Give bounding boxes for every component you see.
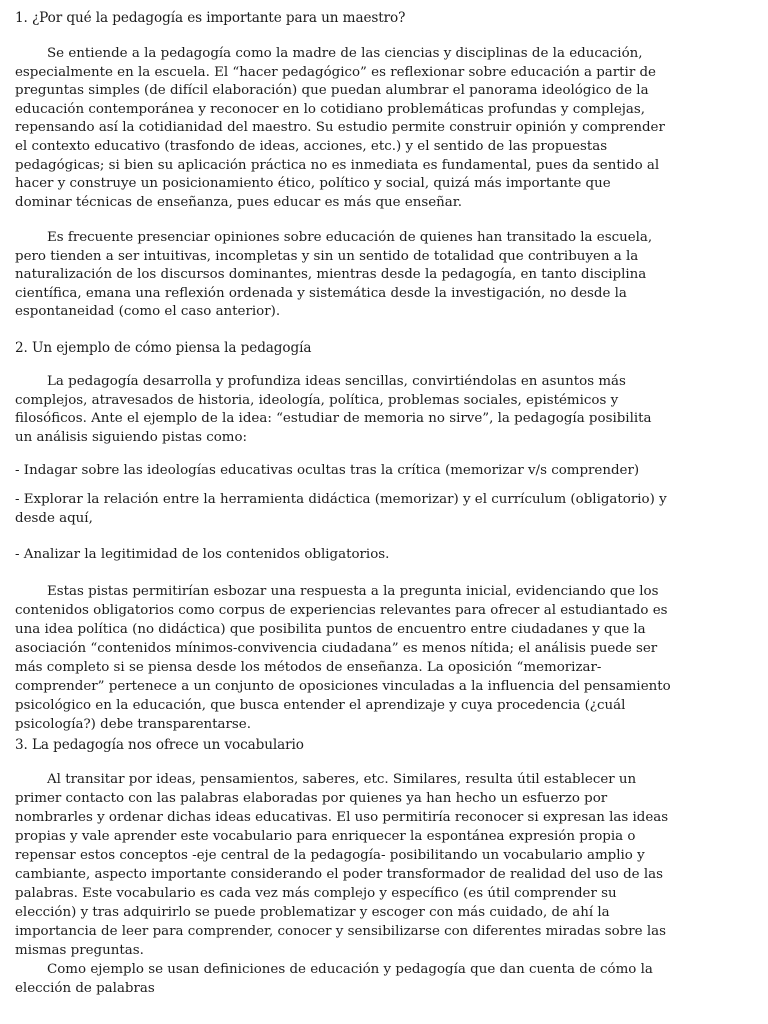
section-2-bullet-3: - Analizar la legitimidad de los contenidos obligatorios. [15,547,390,562]
section-3-paragraph-2: Como ejemplo se usan definiciones de educación y pedagogía que dan cuenta de cómo la elección de palabras [15,962,653,996]
section-2-heading: 2. Un ejemplo de cómo piensa la pedagogía [15,340,312,356]
section-1-paragraph-2: Es frecuente presenciar opiniones sobre educación de quienes han transitado la escuela, pero tienden a ser intuitivas, incompletas y sin un sentido de totalidad que contribuyen a la naturalización de los discursos dominantes, mientras desde la pedagogía, en tanto disciplina científica, emana una reflexión ordenada y sistemática desde la investigación, no desde la espontaneidad (como el caso anterior). [15,230,653,320]
section-1-heading: 1. ¿Por qué la pedagogía es importante para un maestro? [15,10,406,26]
section-1-paragraph-1: Se entiende a la pedagogía como la madre de las ciencias y disciplinas de la educación, especialmente en la escuela. El “hacer pedagógico” es reflexionar sobre educación a partir de preguntas simples (de difícil elaboración) que puedan alumbrar el panorama ideológico de la educación contemporánea y reconocer en lo cotidiano problemáticas profundas y complejas, repensando así la cotidianidad del maestro. Su estudio permite construir opinión y comprender el contexto educativo (trasfondo de ideas, acciones, etc.) y el sentido de las propuestas pedagógicas; si bien su aplicación práctica no es inmediata es fundamental, pues da sentido al hacer y construye un posicionamiento ético, político y social, quizá más importante que dominar técnicas de enseñanza, pues educar es más que enseñar. [15,46,665,210]
section-2-closing: Estas pistas permitirían esbozar una respuesta a la pregunta inicial, evidenciando que los contenidos obligatorios como corpus de experiencias relevantes para ofrecer al estudiantado es una idea política (no didáctica) que posibilita puntos de encuentro entre ciudadanes y que la asociación “contenidos mínimos-convivencia ciudadana” es menos nítida; el análisis puede ser más completo si se piensa desde los métodos de enseñanza. La oposición “memorizar-comprender” pertenece a un conjunto de oposiciones vinculadas a la influencia del pensamiento psicológico en la educación, que busca entender el aprendizaje y cuya procedencia (¿cuál psicología?) debe transparentarse. [15,584,671,732]
section-2-bullet-2: - Explorar la relación entre la herramienta didáctica (memorizar) y el currículum (obligatorio) y desde aquí, [15,492,667,526]
section-2-bullet-1: - Indagar sobre las ideologías educativas ocultas tras la crítica (memorizar v/s comprender) [15,463,640,478]
section-2-intro: La pedagogía desarrolla y profundiza ideas sencillas, convirtiéndolas en asuntos más complejos, atravesados de historia, ideología, política, problemas sociales, epistémicos y filosóficos. Ante el ejemplo de la idea: “estudiar de memoria no sirve”, la pedagogía posibilita un análisis siguiendo pistas como: [15,374,652,445]
section-3-heading: 3. La pedagogía nos ofrece un vocabulario [15,737,304,753]
section-3-paragraph-1: Al transitar por ideas, pensamientos, saberes, etc. Similares, resulta útil establecer un primer contacto con las palabras elaboradas por quienes ya han hecho un esfuerzo por nombrarles y ordenar dichas ideas educativas. El uso permitiría reconocer si expresan las ideas propias y vale aprender este vocabulario para enriquecer la espontánea expresión propia o repensar estos conceptos -eje central de la pedagogía- posibilitando un vocabulario amplio y cambiante, aspecto importante considerando el poder transformador de realidad del uso de las palabras. Este vocabulario es cada vez más complejo y específico (es útil comprender su elección) y tras adquirirlo se puede problematizar y escoger con más cuidado, de ahí la importancia de leer para comprender, conocer y sensibilizarse con diferentes miradas sobre las mismas preguntas. [15,772,669,958]
